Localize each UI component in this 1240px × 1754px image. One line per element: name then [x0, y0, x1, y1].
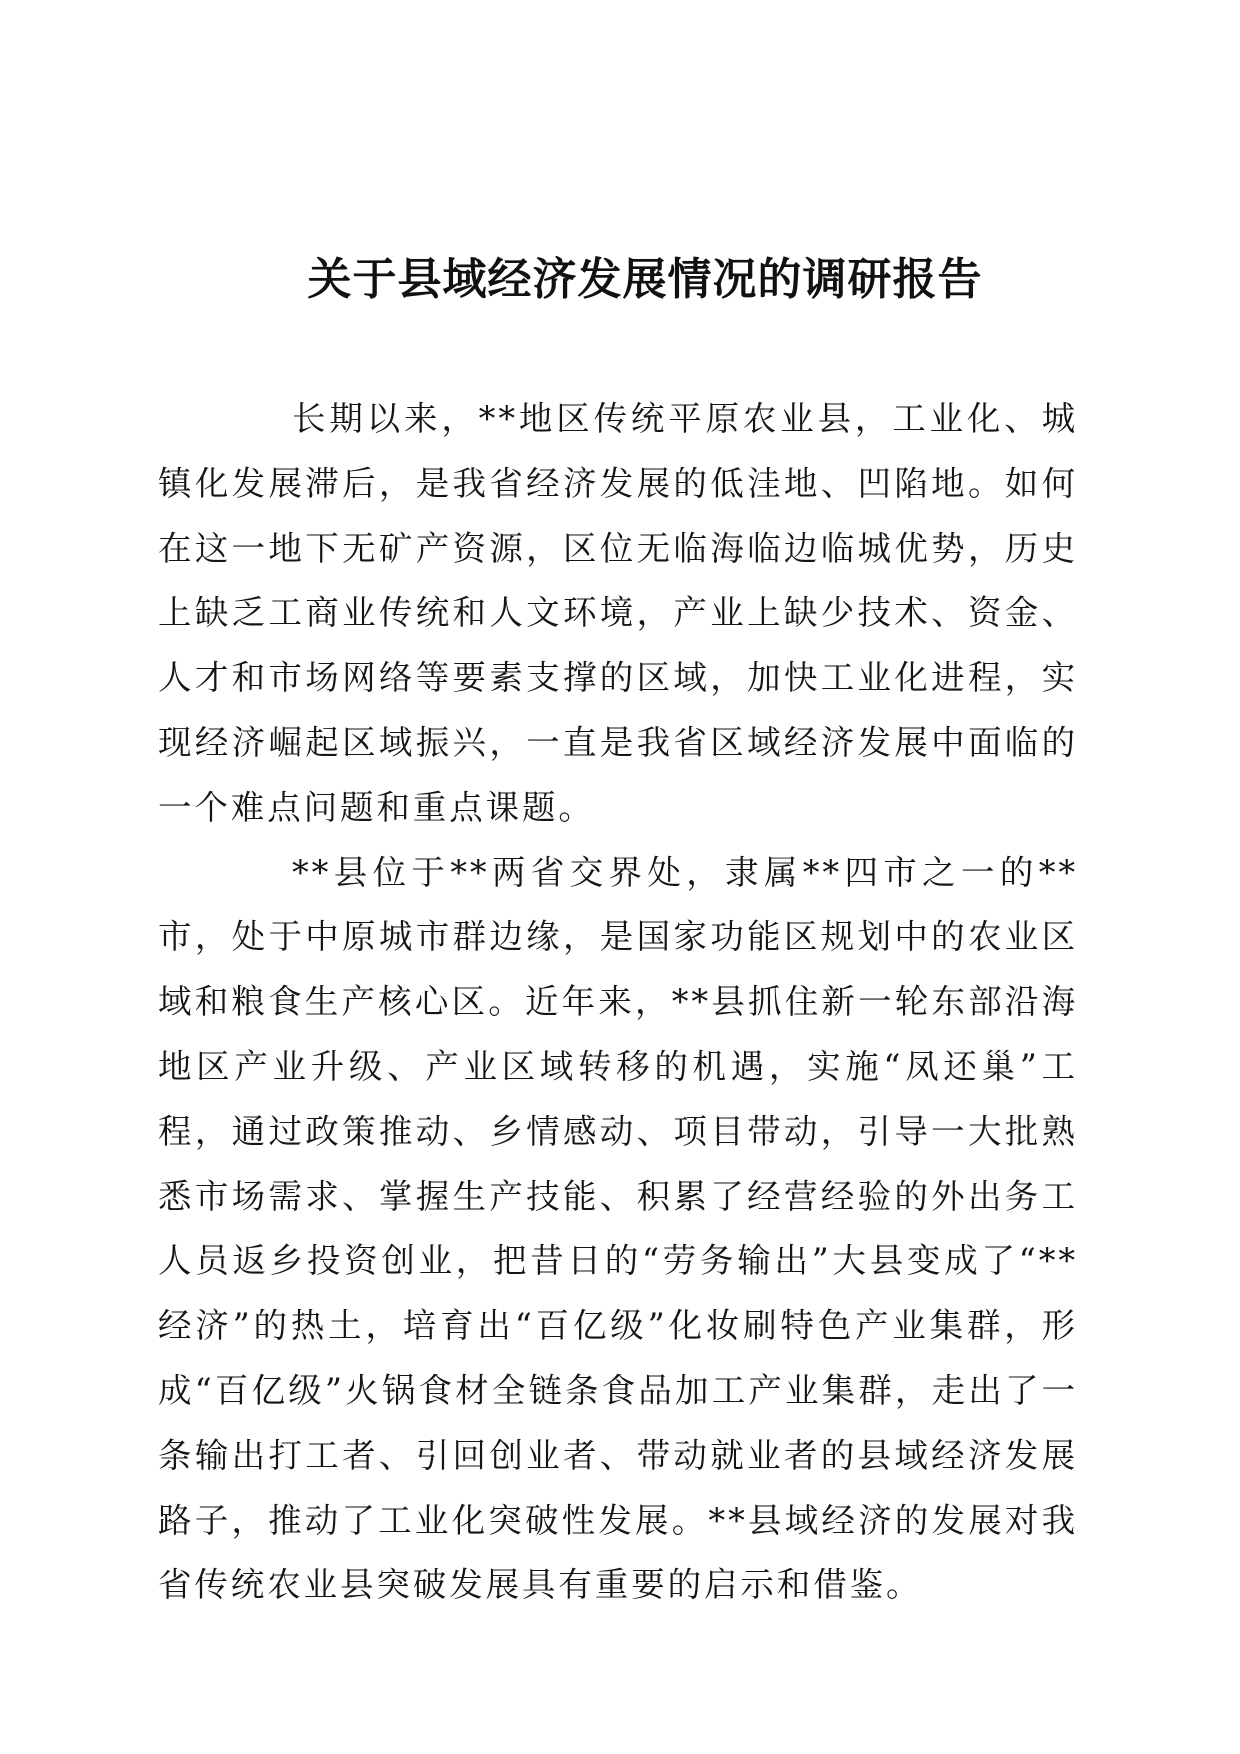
- document-body: [158, 387, 1078, 1618]
- paragraph-1: 长期以来，**地区传统平原农业县，工业化、城镇化发展滞后，是我省经济发展的低洼地、凹陷地。如何在这一地下无矿产资源，区位无临海临边临城优势，历史上缺乏工商业传统和人文环境，产业上缺少技术、资金、人才和市场网络等要素支撑的区域，加快工业化进程，实现经济崛起区域振兴，一直是我省区域经济发展中面临的一个难点问题和重点课题。: [158, 399, 1078, 827]
- document-title: 关于县域经济发展情况的调研报告: [307, 254, 983, 306]
- paragraph-2: **县位于**两省交界处，隶属**四市之一的**市，处于中原城市群边缘，是国家功能区规划中的农业区域和粮食生产核心区。近年来，**县抓住新一轮东部沿海地区产业升级、产业区域转移的机遇，实施“凤还巢”工程，通过政策推动、乡情感动、项目带动，引导一大批熟悉市场需求、掌握生产技能、积累了经营经验的外出务工人员返乡投资创业，把昔日的“劳务输出”大县变成了“**经济”的热土，培育出“百亿级”化妆刷特色产业集群，形成“百亿级”火锅食材全链条食品加工产业集群，走出了一条输出打工者、引回创业者、带动就业者的县域经济发展路子，推动了工业化突破性发展。**县域经济的发展对我省传统农业县突破发展具有重要的启示和借鉴。: [158, 852, 1078, 1605]
